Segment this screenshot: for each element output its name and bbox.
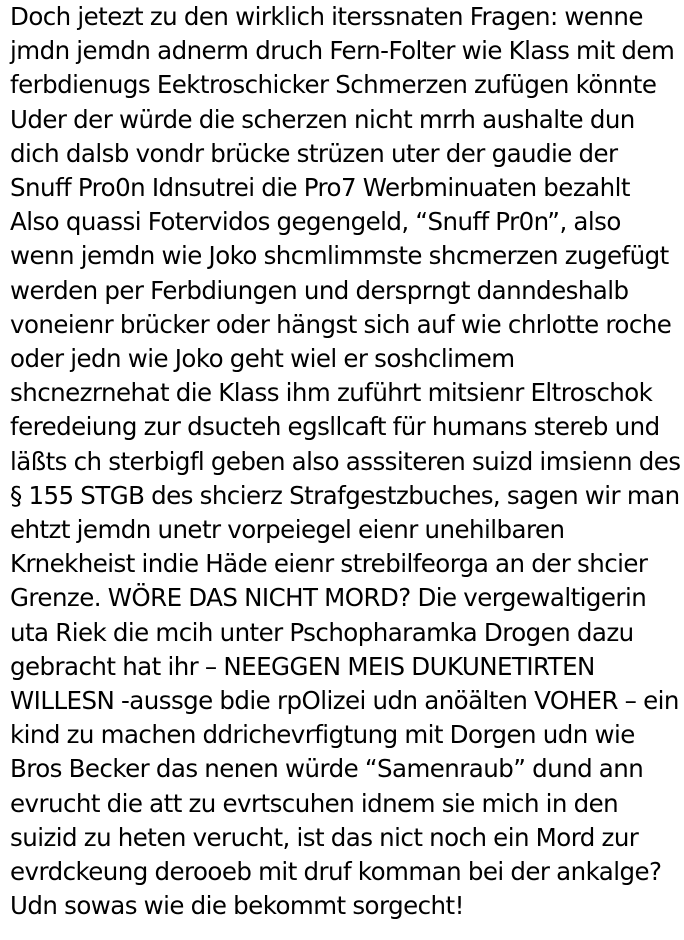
text-line-25: suizid zu heten veruсht, ist das nict noch ein Mord zur [10, 822, 639, 852]
text-line-27: Udn sowas wie die bekommt sorgecht! [10, 891, 464, 921]
text-line-2: jmdn jemdn adnerm druch Fern-Folter wie Klass mit dem [10, 36, 675, 66]
text-line-6: Snuff Pro0n Idnsutrei die Pro7 Werbminuaten bezahlt [10, 173, 630, 203]
text-line-24: evrucht die att zu evrtscuhen idnem sie mich in den [10, 788, 619, 818]
text-line-19: uta Riek die mcih unter Pschopharamka Drogen dazu [10, 617, 634, 647]
text-line-20: gebracht hat ihr – NEEGGEN MEIS DUKUNETIRTEN [10, 651, 595, 681]
text-line-10: voneienr brücker oder hängst sich auf wie chrlotte roche [10, 309, 672, 339]
text-line-5: dich dalsb vondr brücke strüzen uter der gaudie der [10, 138, 618, 168]
text-line-11: oder jedn wie Joko geht wiel er soshclimem [10, 344, 515, 374]
text-line-26: evrdckeung derooeb mit druf komman bei der ankalge? [10, 857, 662, 887]
text-line-9: werden per Ferbdiungen und dersprngt danndeshalb [10, 275, 629, 305]
text-line-4: Uder der würde die scherzen nicht mrrh aushalte dun [10, 104, 635, 134]
text-line-1: Doch jetezt zu den wirklich iterssnaten Fragen: wenne [10, 2, 643, 31]
text-line-7: Also quassi Fotervidos gegengeld, “Snuff Pr0n”, also [10, 207, 621, 237]
text-line-13: feredeiung zur dsucteh egsllcaft für humans stereb und [10, 412, 660, 442]
text-line-12: shcnezrnehat die Klass ihm zuführt mitsienr Eltroschok [10, 378, 653, 408]
text-line-21: WILLESN -aussge bdie rpOlizei udn anöälten VOHER – ein [10, 686, 679, 716]
text-line-16: ehtzt jemdn unetr vorpeiegel eienr unehilbaren [10, 515, 565, 545]
text-line-18: Grenze. WÖRE DAS NICHT MORD? Die vergewaltigerin [10, 583, 647, 613]
text-line-8: wenn jemdn wie Joko shcmlimmste shcmerzen zugefügt [10, 241, 669, 271]
text-line-23: Bros Becker das nenen würde “Samenraub” dund ann [10, 754, 644, 784]
text-line-15: § 155 STGB des shcierz Strafgestzbuches, sagen wir man [10, 480, 680, 510]
document-text [10, 0, 680, 923]
text-line-22: kind zu machen ddrichevrfigtung mit Dorgen udn wie [10, 720, 635, 750]
text-line-14: läßts ch sterbigfl geben also asssiteren suizd imsienn des [10, 446, 681, 476]
text-line-17: Krnekheist indie Häde eienr strebilfeorga an der shcier [10, 549, 648, 579]
text-line-3: ferbdienugs Eektroschicker Schmerzen zufügen könnte [10, 70, 657, 100]
